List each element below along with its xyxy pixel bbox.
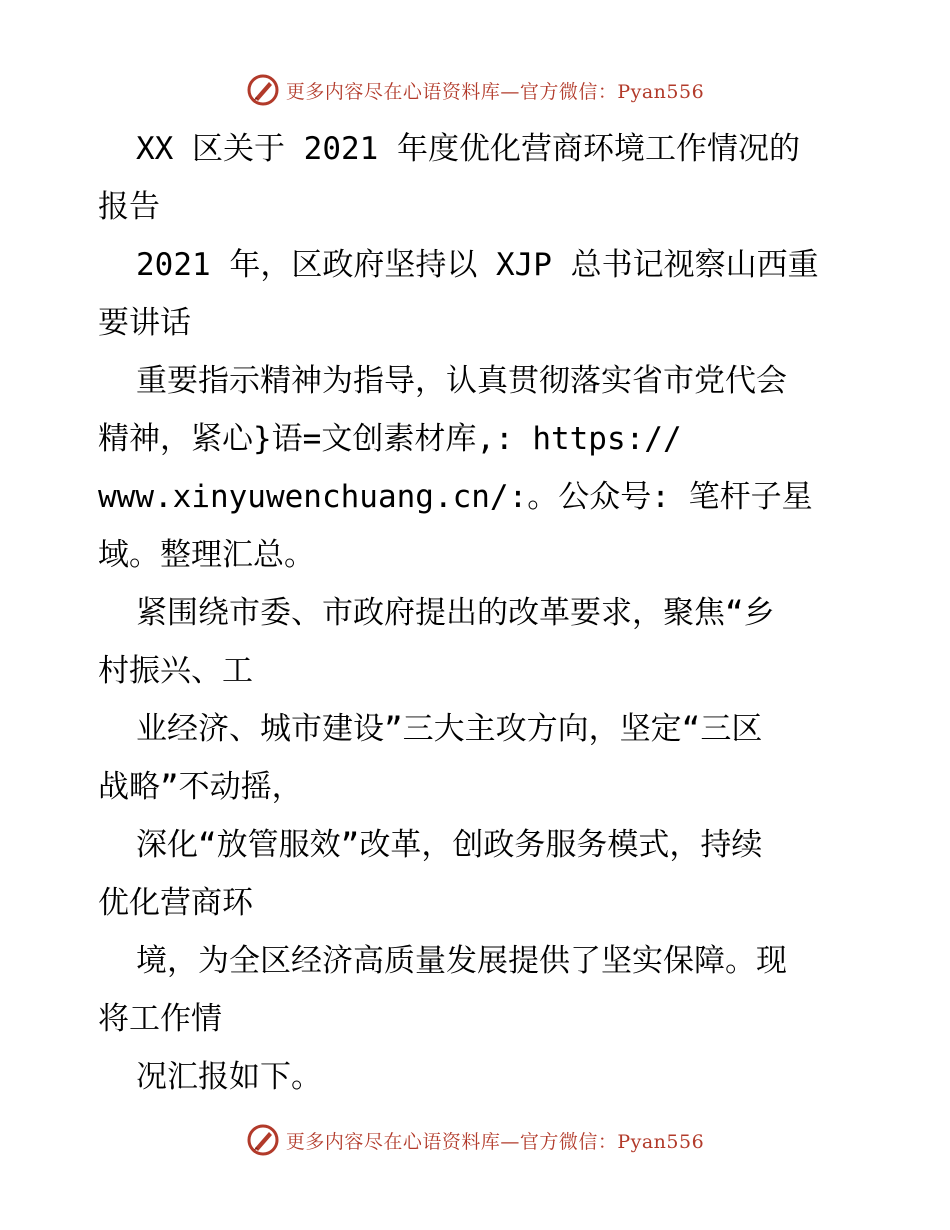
paragraph-line: 深化“放管服效”改革，创政务服务模式，持续 xyxy=(136,827,763,863)
document-body xyxy=(98,120,858,1106)
paragraph-line: 2021 年，区政府坚持以 XJP 总书记视察山西重 xyxy=(136,247,819,283)
footer-banner-text: 更多内容尽在心语资料库—官方微信：Pyan556 xyxy=(285,1130,705,1153)
paragraph-line: 重要指示精神为指导，认真贯彻落实省市党代会 xyxy=(136,363,787,399)
pen-logo-icon xyxy=(246,73,280,107)
paragraph-line: 境，为全区经济高质量发展提供了坚实保障。现 xyxy=(136,943,787,979)
paragraph-line: 况汇报如下。 xyxy=(136,1059,322,1095)
header-banner-text: 更多内容尽在心语资料库—官方微信：Pyan556 xyxy=(285,80,705,103)
paragraph-line: 紧围绕市委、市政府提出的改革要求，聚焦“乡 xyxy=(136,595,775,631)
footer-banner xyxy=(0,1120,950,1160)
paragraph-line: 域。整理汇总。 xyxy=(98,537,315,573)
paragraph-line: www.xinyuwenchuang.cn/:。公众号: 笔杆子星 xyxy=(98,479,813,515)
paragraph-line: 村振兴、工 xyxy=(98,653,253,689)
title-line-1: XX 区关于 2021 年度优化营商环境工作情况的 xyxy=(136,131,800,167)
paragraph-line: 战略”不动摇， xyxy=(98,769,303,805)
pen-logo-icon xyxy=(246,1123,280,1157)
paragraph-line: 精神，紧心}语=文创素材库,: https:// xyxy=(98,421,682,457)
paragraph-line: 将工作情 xyxy=(98,1001,222,1037)
title-line-2: 报告 xyxy=(98,189,160,225)
paragraph-line: 要讲话 xyxy=(98,305,191,341)
paragraph-line: 优化营商环 xyxy=(98,885,253,921)
paragraph-line: 业经济、城市建设”三大主攻方向，坚定“三区 xyxy=(136,711,763,747)
header-banner xyxy=(0,70,950,110)
